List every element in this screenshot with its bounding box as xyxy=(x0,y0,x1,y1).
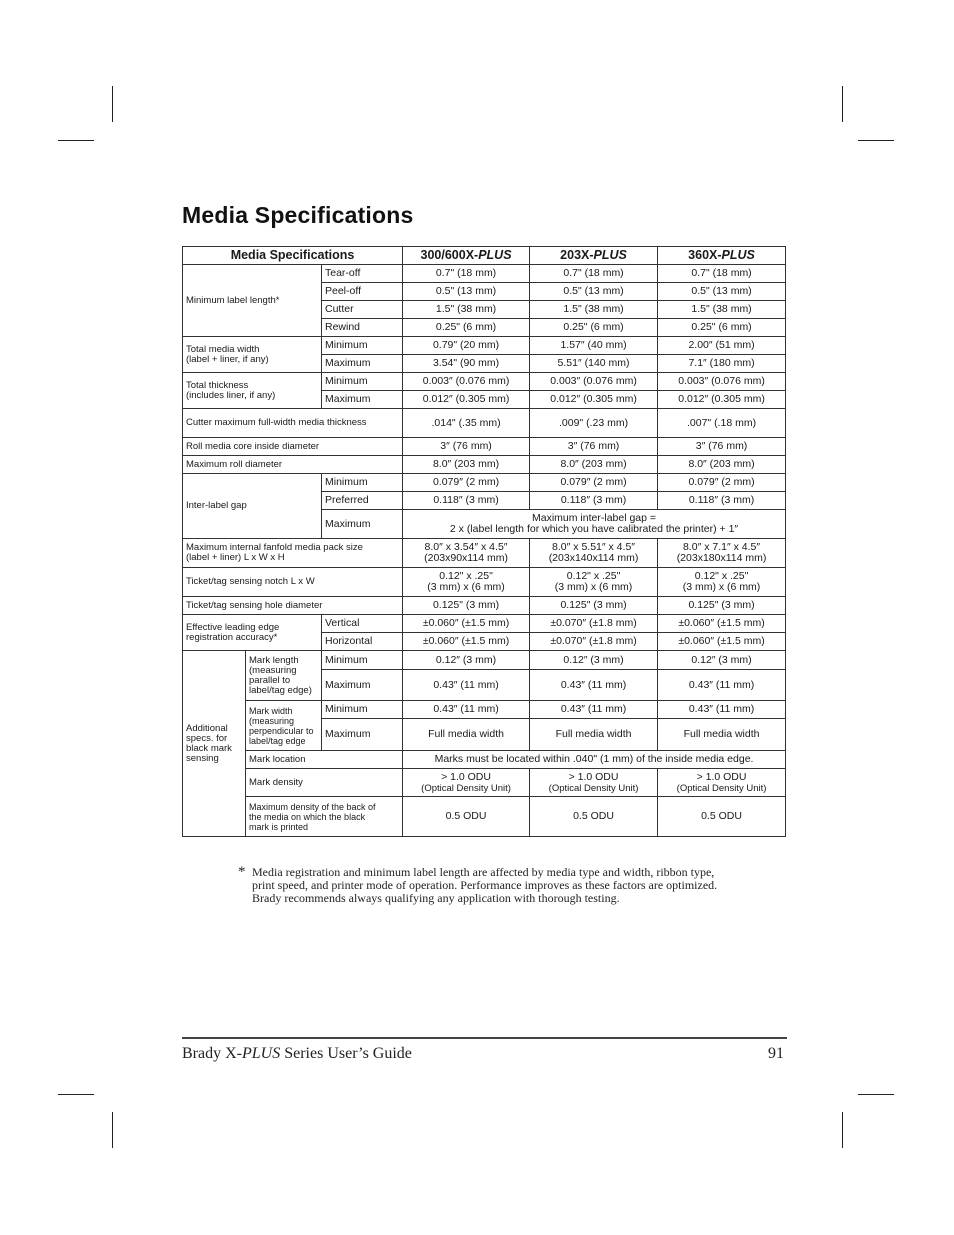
row-label: Maximum roll diameter xyxy=(183,456,403,474)
value-cell: 8.0″ (203 mm) xyxy=(403,456,530,474)
value-cell: 0.118″ (3 mm) xyxy=(530,492,658,510)
page-title: Media Specifications xyxy=(182,202,414,228)
value-cell: Full media width xyxy=(530,719,658,751)
table-row xyxy=(183,769,786,797)
crop-mark xyxy=(112,86,113,122)
value-cell: 0.12″ (3 mm) xyxy=(658,651,786,670)
crop-mark xyxy=(842,86,843,122)
sub-label: Vertical xyxy=(322,615,403,633)
table-row xyxy=(183,539,786,568)
sub-label: Tear-off xyxy=(322,265,403,283)
value-cell: 0.012″ (0.305 mm) xyxy=(658,391,786,409)
value-cell: ±0.060″ (±1.5 mm) xyxy=(658,633,786,651)
value-cell: 1.5" (38 mm) xyxy=(530,301,658,319)
crop-mark xyxy=(858,140,894,141)
value-cell: ±0.060″ (±1.5 mm) xyxy=(403,615,530,633)
value-cell: .014" (.35 mm) xyxy=(403,409,530,438)
header-cell: 203X-PLUS xyxy=(530,247,658,265)
sub-group-label: Mark location xyxy=(246,751,403,769)
row-label: Ticket/tag sensing notch L x W xyxy=(183,568,403,597)
value-cell: 0.5 ODU xyxy=(403,797,530,837)
value-cell: 0.125" (3 mm) xyxy=(530,597,658,615)
row-label: Inter-label gap xyxy=(183,474,322,539)
table-row xyxy=(183,438,786,456)
header-cell: 360X-PLUS xyxy=(658,247,786,265)
value-cell: ±0.070″ (±1.8 mm) xyxy=(530,633,658,651)
media-spec-table xyxy=(182,246,786,837)
value-cell: 8.0″ x 5.51″ x 4.5″ (203x140x114 mm) xyxy=(530,539,658,568)
value-cell: 7.1″ (180 mm) xyxy=(658,355,786,373)
value-cell: 2.00″ (51 mm) xyxy=(658,337,786,355)
footnote-line: Brady recommends always qualifying any application with thorough testing. xyxy=(252,891,620,905)
crop-mark xyxy=(842,1112,843,1148)
value-cell: 0.79" (20 mm) xyxy=(403,337,530,355)
row-label: Ticket/tag sensing hole diameter xyxy=(183,597,403,615)
row-label: Maximum internal fanfold media pack size (label + liner) L x W x H xyxy=(183,539,403,568)
sub-label: Preferred xyxy=(322,492,403,510)
table-row xyxy=(183,701,786,719)
sub-label: Cutter xyxy=(322,301,403,319)
value-cell: .007" (.18 mm) xyxy=(658,409,786,438)
value-cell: 3″ (76 mm) xyxy=(530,438,658,456)
sub-label: Maximum xyxy=(322,719,403,751)
value-cell: 3″ (76 mm) xyxy=(403,438,530,456)
row-label: Total media width (label + liner, if any) xyxy=(183,337,322,373)
sub-label: Horizontal xyxy=(322,633,403,651)
table-row xyxy=(183,456,786,474)
value-cell: 0.12" x .25" (3 mm) x (6 mm) xyxy=(403,568,530,597)
value-cell: 0.43″ (11 mm) xyxy=(530,701,658,719)
crop-mark xyxy=(858,1094,894,1095)
footnote-line: Media registration and minimum label length are affected by media type and width, ribbon type, xyxy=(252,865,715,879)
table-row xyxy=(183,651,786,670)
crop-mark xyxy=(58,1094,94,1095)
value-cell: Maximum inter-label gap = 2 x (label length for which you have calibrated the printer) + 1″ xyxy=(403,510,786,539)
table-row xyxy=(183,474,786,492)
sub-label: Maximum xyxy=(322,670,403,701)
crop-mark xyxy=(112,1112,113,1148)
value-cell: 0.118″ (3 mm) xyxy=(658,492,786,510)
row-label: Effective leading edge registration accuracy* xyxy=(183,615,322,651)
value-cell: 0.079″ (2 mm) xyxy=(403,474,530,492)
value-cell: 0.12" x .25" (3 mm) x (6 mm) xyxy=(530,568,658,597)
value-cell: 0.25" (6 mm) xyxy=(530,319,658,337)
sub-label: Minimum xyxy=(322,337,403,355)
value-cell: > 1.0 ODU (Optical Density Unit) xyxy=(403,769,530,797)
value-cell: 8.0″ x 7.1″ x 4.5″ (203x180x114 mm) xyxy=(658,539,786,568)
sub-label: Rewind xyxy=(322,319,403,337)
value-cell: 0.003″ (0.076 mm) xyxy=(403,373,530,391)
value-cell: 0.5" (13 mm) xyxy=(658,283,786,301)
value-cell: 0.5" (13 mm) xyxy=(530,283,658,301)
sub-label: Maximum xyxy=(322,510,403,539)
value-cell: 0.012″ (0.305 mm) xyxy=(403,391,530,409)
crop-mark xyxy=(58,140,94,141)
table-row xyxy=(183,265,786,283)
sub-group-label: Mark width (measuring perpendicular to label/tag edge xyxy=(246,701,322,751)
value-cell: Marks must be located within .040" (1 mm) of the inside media edge. xyxy=(403,751,786,769)
value-cell: 5.51″ (140 mm) xyxy=(530,355,658,373)
value-cell: 3.54" (90 mm) xyxy=(403,355,530,373)
table-row xyxy=(183,568,786,597)
row-label: Total thickness (includes liner, if any) xyxy=(183,373,322,409)
sub-label: Peel-off xyxy=(322,283,403,301)
value-cell: 1.57″ (40 mm) xyxy=(530,337,658,355)
sub-group-label: Mark density xyxy=(246,769,403,797)
value-cell: 0.5" (13 mm) xyxy=(403,283,530,301)
footnote-line: print speed, and printer mode of operation. Performance improves as these factors are optimized. xyxy=(252,878,718,892)
value-cell: 8.0″ x 3.54″ x 4.5″ (203x90x114 mm) xyxy=(403,539,530,568)
value-cell: ±0.060″ (±1.5 mm) xyxy=(658,615,786,633)
value-cell: > 1.0 ODU (Optical Density Unit) xyxy=(658,769,786,797)
table-header-row xyxy=(183,247,786,265)
value-cell: 0.43″ (11 mm) xyxy=(403,701,530,719)
header-cell: Media Specifications xyxy=(183,247,403,265)
table-row xyxy=(183,409,786,438)
value-cell: 0.079″ (2 mm) xyxy=(530,474,658,492)
row-label: Roll media core inside diameter xyxy=(183,438,403,456)
value-cell: 0.43″ (11 mm) xyxy=(658,670,786,701)
sub-label: Maximum xyxy=(322,391,403,409)
table-row xyxy=(183,597,786,615)
value-cell: 0.43″ (11 mm) xyxy=(658,701,786,719)
value-cell: 0.7" (18 mm) xyxy=(530,265,658,283)
value-cell: 8.0″ (203 mm) xyxy=(658,456,786,474)
table-row xyxy=(183,751,786,769)
value-cell: ±0.060″ (±1.5 mm) xyxy=(403,633,530,651)
value-cell: 0.003″ (0.076 mm) xyxy=(530,373,658,391)
value-cell: Full media width xyxy=(658,719,786,751)
sub-group-label: Maximum density of the back of the media on which the black mark is printed xyxy=(246,797,403,837)
sub-label: Minimum xyxy=(322,373,403,391)
value-cell: 0.079″ (2 mm) xyxy=(658,474,786,492)
value-cell: 0.12″ (3 mm) xyxy=(403,651,530,670)
header-cell: 300/600X-PLUS xyxy=(403,247,530,265)
page-number: 91 xyxy=(768,1045,784,1062)
footnote xyxy=(238,866,798,905)
sub-label: Minimum xyxy=(322,474,403,492)
value-cell: 0.12″ (3 mm) xyxy=(530,651,658,670)
sub-label: Maximum xyxy=(322,355,403,373)
footer-title: Brady X-PLUS Series User’s Guide xyxy=(182,1045,412,1062)
value-cell: 0.7" (18 mm) xyxy=(403,265,530,283)
value-cell: 0.125" (3 mm) xyxy=(403,597,530,615)
value-cell: 0.5 ODU xyxy=(530,797,658,837)
row-label: Minimum label length* xyxy=(183,265,322,337)
value-cell: 0.43″ (11 mm) xyxy=(403,670,530,701)
value-cell: 0.5 ODU xyxy=(658,797,786,837)
value-cell: 1.5" (38 mm) xyxy=(658,301,786,319)
value-cell: 0.012″ (0.305 mm) xyxy=(530,391,658,409)
value-cell: 0.003″ (0.076 mm) xyxy=(658,373,786,391)
value-cell: 0.43″ (11 mm) xyxy=(530,670,658,701)
value-cell: ±0.070″ (±1.8 mm) xyxy=(530,615,658,633)
value-cell: 3″ (76 mm) xyxy=(658,438,786,456)
value-cell: 0.118″ (3 mm) xyxy=(403,492,530,510)
sub-label: Minimum xyxy=(322,701,403,719)
sub-label: Minimum xyxy=(322,651,403,670)
value-cell: Full media width xyxy=(403,719,530,751)
row-label: Additional specs. for black mark sensing xyxy=(183,651,246,837)
sub-group-label: Mark length (measuring parallel to label/tag edge) xyxy=(246,651,322,701)
footnote-asterisk: * xyxy=(238,864,246,880)
value-cell: 8.0″ (203 mm) xyxy=(530,456,658,474)
table-row xyxy=(183,615,786,633)
table-row xyxy=(183,337,786,355)
footer-rule xyxy=(182,1037,787,1039)
value-cell: 0.125" (3 mm) xyxy=(658,597,786,615)
row-label: Cutter maximum full-width media thickness xyxy=(183,409,403,438)
value-cell: 0.25" (6 mm) xyxy=(658,319,786,337)
value-cell: 1.5" (38 mm) xyxy=(403,301,530,319)
value-cell: > 1.0 ODU (Optical Density Unit) xyxy=(530,769,658,797)
value-cell: 0.12" x .25" (3 mm) x (6 mm) xyxy=(658,568,786,597)
table-row xyxy=(183,797,786,837)
value-cell: 0.7" (18 mm) xyxy=(658,265,786,283)
value-cell: .009" (.23 mm) xyxy=(530,409,658,438)
table-row xyxy=(183,373,786,391)
value-cell: 0.25" (6 mm) xyxy=(403,319,530,337)
